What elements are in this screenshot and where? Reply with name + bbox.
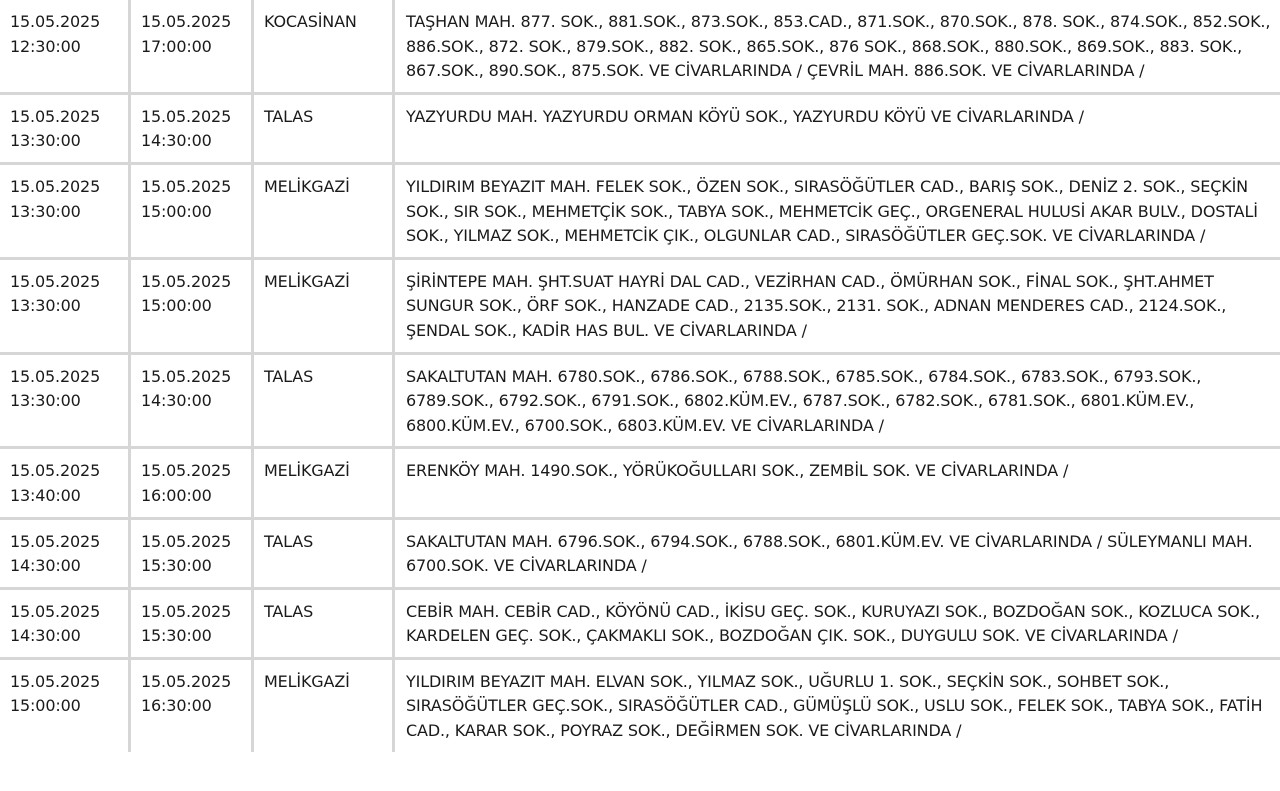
end-date: 15.05.2025: [141, 12, 232, 31]
description-cell: YILDIRIM BEYAZIT MAH. FELEK SOK., ÖZEN SOK., SIRASÖĞÜTLER CAD., BARIŞ SOK., DENİZ 2. SOK., SEÇKİN SOK., SIR SOK., MEHMETÇİK SOK., TABYA SOK., MEHMETCİK GEÇ., ORGENERAL HULUSİ AKAR BULV., DOSTALİ SOK., YILMAZ SOK., MEHMETCİK ÇIK., OLGUNLAR CAD., SIRASÖĞÜTLER GEÇ.SOK. VE CİVARLARINDA /: [395, 165, 1280, 257]
start-time: 14:30:00: [10, 556, 81, 576]
end-date: 15.05.2025: [141, 461, 232, 481]
end-datetime-cell: [131, 590, 251, 657]
district-cell: TALAS: [254, 355, 392, 447]
description-cell: ŞİRİNTEPE MAH. ŞHT.SUAT HAYRİ DAL CAD., VEZİRHAN CAD., ÖMÜRHAN SOK., FİNAL SOK., ŞHT.AHMET SUNGUR SOK., ÖRF SOK., HANZADE CAD., 2135.SOK., 2131. SOK., ADNAN MENDERES CAD., 2124.SOK., ŞENDAL SOK., KADİR HAS BUL. VE CİVARLARINDA /: [395, 260, 1280, 352]
end-datetime-cell: [131, 660, 251, 752]
start-date: 15.05.2025: [10, 12, 101, 31]
end-datetime-cell: [131, 165, 251, 257]
district-cell: TALAS: [254, 520, 392, 587]
end-time: 15:00:00: [141, 201, 212, 221]
description-cell: TAŞHAN MAH. 877. SOK., 881.SOK., 873.SOK., 853.CAD., 871.SOK., 870.SOK., 878. SOK., 874.SOK., 852.SOK., 886.SOK., 872. SOK., 879.SOK., 882. SOK., 865.SOK., 876 SOK., 868.SOK., 880.SOK., 869.SOK., 883. SOK., 867.SOK., 890.SOK., 875.SOK. VE CİVARLARINDA / ÇEVRİL MAH. 886.SOK. VE CİVARLARINDA /: [395, 0, 1280, 92]
end-datetime-cell: [131, 355, 251, 447]
start-date: 15.05.2025: [10, 671, 101, 691]
district-cell: MELİKGAZİ: [254, 660, 392, 752]
district-cell: MELİKGAZİ: [254, 260, 392, 352]
end-datetime-cell: [131, 449, 251, 516]
description-cell: SAKALTUTAN MAH. 6796.SOK., 6794.SOK., 6788.SOK., 6801.KÜM.EV. VE CİVARLARINDA / SÜLEYMANLI MAH. 6700.SOK. VE CİVARLARINDA /: [395, 520, 1280, 587]
description-cell: ERENKÖY MAH. 1490.SOK., YÖRÜKOĞULLARI SOK., ZEMBİL SOK. VE CİVARLARINDA /: [395, 449, 1280, 516]
end-date: 15.05.2025: [141, 176, 232, 196]
start-datetime-cell: [0, 660, 128, 752]
district-cell: TALAS: [254, 590, 392, 657]
end-date: 15.05.2025: [141, 271, 232, 291]
start-time: 13:40:00: [10, 485, 81, 505]
end-time: 16:30:00: [141, 696, 212, 716]
end-time: 17:00:00: [141, 36, 212, 56]
end-time: 15:30:00: [141, 556, 212, 576]
end-time: 14:30:00: [141, 391, 212, 411]
start-datetime-cell: [0, 165, 128, 257]
start-time: 13:30:00: [10, 201, 81, 221]
start-time: 13:30:00: [10, 131, 81, 151]
end-time: 14:30:00: [141, 131, 212, 151]
start-date: 15.05.2025: [10, 366, 101, 386]
start-time: 12:30:00: [10, 36, 81, 56]
start-datetime-cell: [0, 449, 128, 516]
end-time: 15:00:00: [141, 296, 212, 316]
start-date: 15.05.2025: [10, 106, 101, 126]
end-date: 15.05.2025: [141, 106, 232, 126]
start-date: 15.05.2025: [10, 531, 101, 551]
district-cell: MELİKGAZİ: [254, 165, 392, 257]
district-cell: TALAS: [254, 95, 392, 162]
end-date: 15.05.2025: [141, 531, 232, 551]
start-time: 13:30:00: [10, 391, 81, 411]
end-date: 15.05.2025: [141, 671, 232, 691]
district-cell: MELİKGAZİ: [254, 449, 392, 516]
end-date: 15.05.2025: [141, 601, 232, 621]
start-datetime-cell: [0, 355, 128, 447]
start-time: 13:30:00: [10, 296, 81, 316]
end-datetime-cell: [131, 95, 251, 162]
start-date: 15.05.2025: [10, 176, 101, 196]
start-datetime-cell: [0, 520, 128, 587]
start-date: 15.05.2025: [10, 271, 101, 291]
description-cell: YILDIRIM BEYAZIT MAH. ELVAN SOK., YILMAZ SOK., UĞURLU 1. SOK., SEÇKİN SOK., SOHBET SOK., SIRASÖĞÜTLER GEÇ.SOK., SIRASÖĞÜTLER CAD., GÜMÜŞLÜ SOK., USLU SOK., FELEK SOK., TABYA SOK., FATİH CAD., KARAR SOK., POYRAZ SOK., DEĞİRMEN SOK. VE CİVARLARINDA /: [395, 660, 1280, 752]
start-time: 15:00:00: [10, 696, 81, 716]
start-date: 15.05.2025: [10, 601, 101, 621]
start-date: 15.05.2025: [10, 461, 101, 481]
start-datetime-cell: [0, 0, 128, 92]
end-time: 16:00:00: [141, 485, 212, 505]
end-datetime-cell: [131, 260, 251, 352]
start-datetime-cell: [0, 590, 128, 657]
end-date: 15.05.2025: [141, 366, 232, 386]
description-cell: SAKALTUTAN MAH. 6780.SOK., 6786.SOK., 6788.SOK., 6785.SOK., 6784.SOK., 6783.SOK., 6793.SOK., 6789.SOK., 6792.SOK., 6791.SOK., 6802.KÜM.EV., 6787.SOK., 6782.SOK., 6781.SOK., 6801.KÜM.EV., 6800.KÜM.EV., 6700.SOK., 6803.KÜM.EV. VE CİVARLARINDA /: [395, 355, 1280, 447]
end-datetime-cell: [131, 0, 251, 92]
start-datetime-cell: [0, 95, 128, 162]
description-cell: YAZYURDU MAH. YAZYURDU ORMAN KÖYÜ SOK., YAZYURDU KÖYÜ VE CİVARLARINDA /: [395, 95, 1280, 162]
start-time: 14:30:00: [10, 626, 81, 646]
district-cell: KOCASİNAN: [254, 0, 392, 92]
end-datetime-cell: [131, 520, 251, 587]
start-datetime-cell: [0, 260, 128, 352]
description-cell: CEBİR MAH. CEBİR CAD., KÖYÖNÜ CAD., İKİSU GEÇ. SOK., KURUYAZI SOK., BOZDOĞAN SOK., KOZLUCA SOK., KARDELEN GEÇ. SOK., ÇAKMAKLI SOK., BOZDOĞAN ÇIK. SOK., DUYGULU SOK. VE CİVARLARINDA /: [395, 590, 1280, 657]
end-time: 15:30:00: [141, 626, 212, 646]
